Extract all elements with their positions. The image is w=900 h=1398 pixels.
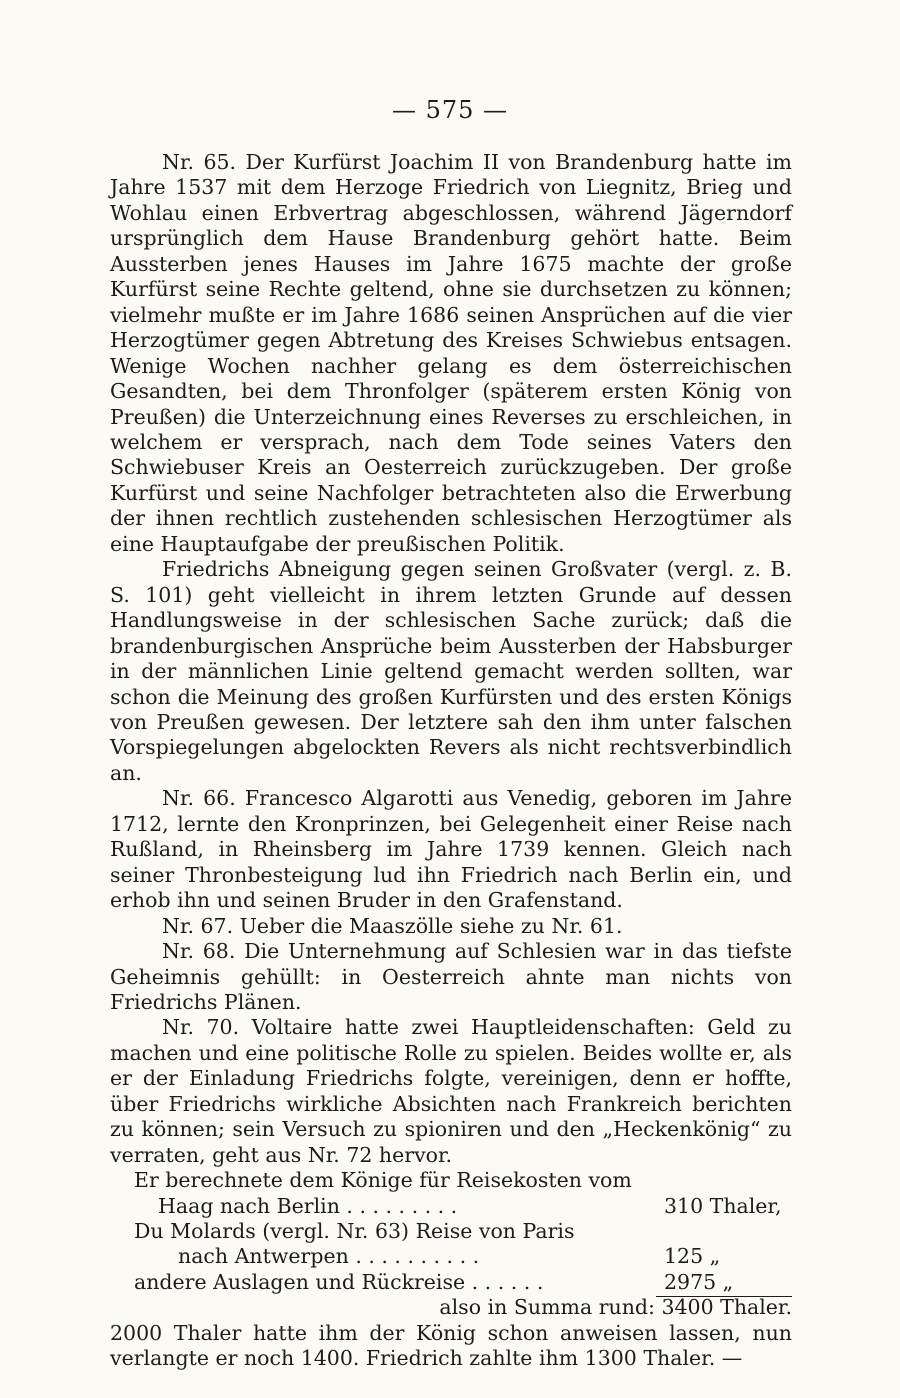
notes-body xyxy=(110,150,792,1372)
cost-value: 125 „ xyxy=(664,1244,721,1269)
note-text: Friedrichs Abneigung gegen seinen Großvater (vergl. z. B. S. 101) geht vielleicht in ihrem letzten Grunde auf dessen Handlungsweise in der schlesischen Sache zurück; daß die brandenburgischen Ansprüche beim Aussterben der Habsburger in der männlichen Linie geltend gemacht werden sollten, war schon die Meinung des großen Kurfürsten und des ersten Königs von Preußen gewesen. Der letztere sah den ihm unter falschen Vorspiegelungen abgelockten Revers als nicht rechtsverbindlich an. xyxy=(110,557,792,785)
note-label: Nr. 67. xyxy=(162,913,234,938)
note-text: Ueber die Maaszölle siehe zu Nr. 61. xyxy=(239,913,623,938)
note-label: Nr. 70. xyxy=(162,1015,240,1040)
note-text: Francesco Algarotti aus Venedig, geboren im Jahre 1712, lernte den Kronprinzen, bei Gelegenheit einer Reise nach Rußland, in Rheinsberg im Jahre 1739 kennen. Gleich nach seiner Thronbesteigung lud ihn Friedrich nach Berlin ein, und erhob ihn und seinen Bruder in den Grafenstand. xyxy=(110,786,792,913)
cost-label: andere Auslagen und Rückreise . . . . . . xyxy=(134,1269,544,1294)
note-paragraph xyxy=(110,150,792,557)
cost-row xyxy=(110,1244,792,1269)
note-paragraph xyxy=(110,786,792,913)
cost-label: nach Antwerpen . . . . . . . . . . xyxy=(178,1244,480,1269)
note-text: Voltaire hatte zwei Hauptleidenschaften: Geld zu machen und eine politische Rolle zu spielen. Beides wollte er, als er der Einladung Friedrichs folgte, vereinigen, denn er hoffte, über Friedrichs wirkliche Absichten nach Frankreich berichten zu können; sein Versuch zu spioniren und den „Heckenkönig“ zu verraten, geht aus Nr. 72 hervor. xyxy=(110,1015,792,1167)
note-text: Der Kurfürst Joachim II von Brandenburg hatte im Jahre 1537 mit dem Herzoge Friedrich von Liegnitz, Brieg und Wohlau einen Erbvertrag abgeschlossen, während Jägerndorf ursprünglich dem Hause Brandenburg gehört hatte. Beim Aussterben jenes Hauses im Jahre 1675 machte der große Kurfürst seine Rechte geltend, ohne sie durchsetzen zu können; vielmehr mußte er im Jahre 1686 seinen Ansprüchen auf die vier Herzogtümer gegen Abtretung des Kreises Schwiebus entsagen. Wenige Wochen nachher gelang es dem österreichischen Gesandten, bei dem Thronfolger (späterem ersten König von Preußen) die Unterzeichnung eines Reverses zu erschleichen, in welchem er versprach, nach dem Tode seines Vaters den Schwiebuser Kreis an Oesterreich zurückzugeben. Der große Kurfürst und seine Nachfolger betrachteten also die Erwerbung der ihnen rechtlich zustehenden schlesischen Herzogtümer als eine Hauptaufgabe der preußischen Politik. xyxy=(110,150,792,556)
note-label: Nr. 66. xyxy=(162,786,236,811)
cost-label: Du Molards (vergl. Nr. 63) Reise von Paris xyxy=(134,1219,575,1244)
cost-total: also in Summa rund: 3400 Thaler. xyxy=(439,1295,792,1320)
note-paragraph xyxy=(110,557,792,786)
note-label: Nr. 68. xyxy=(162,939,236,964)
cost-row xyxy=(110,1219,792,1244)
note-paragraph xyxy=(110,1015,792,1168)
note-label: Nr. 65. xyxy=(162,150,237,174)
note-paragraph xyxy=(110,914,792,939)
note-text: Die Unternehmung auf Schlesien war in das tiefste Geheimnis gehüllt: in Oesterreich ahnte man nichts von Friedrichs Plänen. xyxy=(110,939,792,1014)
cost-row xyxy=(110,1194,792,1219)
cost-label: Haag nach Berlin . . . . . . . . . xyxy=(158,1193,458,1218)
cost-value: 310 Thaler, xyxy=(664,1193,782,1218)
note-paragraph xyxy=(110,939,792,1015)
closing-paragraph: 2000 Thaler hatte ihm der König schon anweisen lassen, nun verlangte er noch 1400. Friedrich zahlte ihm 1300 Thaler. — xyxy=(110,1320,792,1371)
cost-statement xyxy=(110,1168,792,1321)
cost-row xyxy=(110,1270,792,1295)
page-number: — 575 — xyxy=(391,96,509,124)
cost-intro: Er berechnete dem Könige für Reisekosten vom xyxy=(134,1168,632,1193)
cost-value: 2975 „ xyxy=(664,1270,792,1295)
